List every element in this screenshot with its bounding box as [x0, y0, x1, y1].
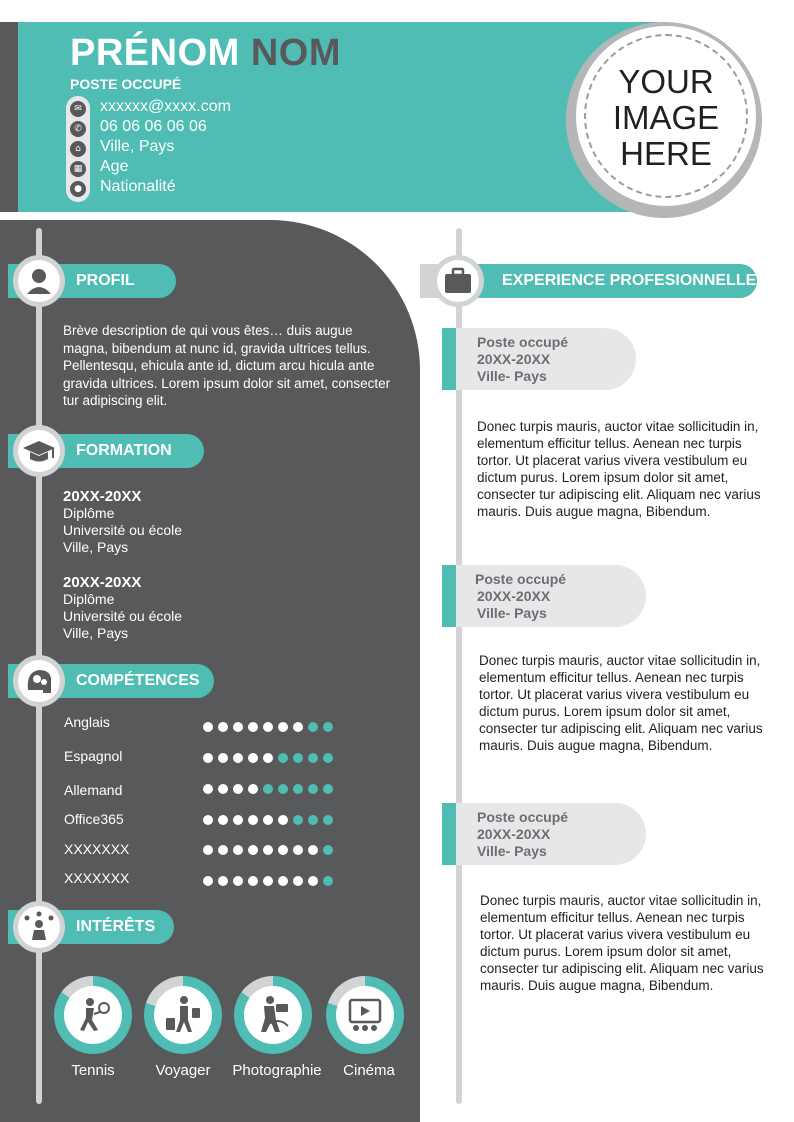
skill-level: [203, 722, 333, 732]
education-item-1: 20XX-20XX Diplôme Université ou école Ville, Pays: [63, 488, 183, 555]
skill-dot: [263, 753, 273, 763]
skill-dot: [308, 722, 318, 732]
calendar-icon: ▦: [70, 161, 86, 177]
job-description: Donec turpis mauris, auctor vitae sollicitudin in, elementum efficitur tellus. Aenean nec turpis tortor. Ut placerat varius vivera vestibulum eu dictum purus. Lorem ipsum dolor sit amet, consecter tur adipiscing elit. Aliquam nec varius mauris. Duis augue magna, Bibendum.: [479, 653, 763, 753]
skill-dot: [308, 815, 318, 825]
interest-label-voyager: Voyager: [155, 1062, 211, 1079]
skill-level: [203, 784, 333, 794]
full-name: [70, 32, 341, 75]
skill-dot: [203, 784, 213, 794]
skill-dot: [278, 815, 288, 825]
juggling-person-icon: [18, 906, 60, 948]
skill-dot: [263, 845, 273, 855]
section-profil-title: PROFIL: [40, 264, 176, 298]
interest-label-photographie: Photographie: [232, 1062, 322, 1079]
skill-dot: [218, 784, 228, 794]
briefcase-icon: [437, 260, 479, 302]
skill-level: [203, 815, 333, 825]
travel-icon: [154, 986, 212, 1044]
skill-level: [203, 845, 333, 855]
job-date: 20XX-20XX: [477, 588, 551, 604]
skill-dot: [263, 722, 273, 732]
skill-dot: [233, 753, 243, 763]
job-position: Poste occupé: [477, 334, 569, 350]
section-interets-title: INTÉRÊTS: [40, 910, 174, 944]
skill-dot: [248, 753, 258, 763]
skill-name: Espagnol: [64, 748, 123, 764]
skill-dot: [218, 815, 228, 825]
job-date: 20XX-20XX: [477, 351, 551, 367]
skill-dot: [323, 784, 333, 794]
skill-dot: [278, 845, 288, 855]
skill-dot: [233, 722, 243, 732]
mail-icon: ✉: [70, 101, 86, 117]
skill-dot: [308, 876, 318, 886]
tennis-icon: [64, 986, 122, 1044]
camera-icon: [244, 986, 302, 1044]
job-position: Poste occupé: [475, 571, 567, 587]
skill-dot: [263, 784, 273, 794]
brain-gears-icon: [18, 660, 60, 702]
contact-age: Age: [100, 158, 129, 175]
skill-dot: [203, 876, 213, 886]
skill-dot: [233, 876, 243, 886]
cinema-icon: [336, 986, 394, 1044]
skill-dot: [293, 815, 303, 825]
skill-dot: [308, 784, 318, 794]
first-name: PRÉNOM: [70, 32, 240, 74]
profile-icon: [18, 260, 60, 302]
skill-level: [203, 876, 333, 886]
skill-dot: [323, 815, 333, 825]
job-place: Ville- Pays: [477, 843, 547, 859]
skill-dot: [218, 753, 228, 763]
skill-dot: [323, 753, 333, 763]
job-date: 20XX-20XX: [477, 826, 551, 842]
person-icon: ●: [70, 181, 86, 197]
skill-dot: [218, 722, 228, 732]
interest-label-tennis: Tennis: [71, 1062, 115, 1079]
skill-dot: [308, 845, 318, 855]
interest-label-cinema: Cinéma: [343, 1062, 395, 1079]
skill-dot: [248, 784, 258, 794]
contact-phone: 06 06 06 06 06: [100, 118, 207, 135]
profile-description: Brève description de qui vous êtes… duis augue magna, bibendum at nunc id, gravida ultrices tellus. Pellentesqu, ehicula ante id, dictum arcu hicula ante gravida ultrices. Lorem ipsum dolor sit amet, consecter tur adipiscing elit.: [63, 323, 391, 408]
graduation-cap-icon: [18, 430, 60, 472]
skill-dot: [233, 784, 243, 794]
skill-dot: [278, 722, 288, 732]
skill-name: Office365: [64, 811, 124, 827]
phone-icon: ✆: [70, 121, 86, 137]
skill-name: XXXXXXX: [64, 870, 130, 886]
skill-dot: [293, 753, 303, 763]
skill-dot: [203, 815, 213, 825]
skill-dot: [293, 784, 303, 794]
job-position: Poste occupé: [477, 809, 569, 825]
skill-level: [203, 753, 333, 763]
skill-dot: [278, 784, 288, 794]
section-formation-title: FORMATION: [40, 434, 204, 468]
skill-dot: [263, 876, 273, 886]
contact-email: xxxxxx@xxxx.com: [100, 98, 231, 115]
contact-city: Ville, Pays: [100, 138, 175, 155]
skill-name: Anglais: [64, 714, 110, 730]
skill-dot: [278, 876, 288, 886]
header-dark-strip: [0, 22, 18, 212]
skill-dot: [248, 815, 258, 825]
skill-dot: [233, 845, 243, 855]
skill-dot: [203, 753, 213, 763]
job-place: Ville- Pays: [477, 605, 547, 621]
skill-dot: [323, 722, 333, 732]
skill-dot: [293, 722, 303, 732]
skill-dot: [293, 876, 303, 886]
skill-dot: [278, 753, 288, 763]
job-place: Ville- Pays: [477, 368, 547, 384]
skill-dot: [293, 845, 303, 855]
section-experience-title: EXPERIENCE PROFESIONNELLE: [474, 264, 757, 298]
education-item-2: 20XX-20XX Diplôme Université ou école Ville, Pays: [63, 574, 183, 641]
photo-placeholder-text: YOUR IMAGE HERE: [612, 63, 720, 172]
job-description: Donec turpis mauris, auctor vitae sollicitudin in, elementum efficitur tellus. Aenean nec turpis tortor. Ut placerat varius vivera vestibulum eu dictum purus. Lorem ipsum dolor sit amet, consecter tur adipiscing elit. Aliquam nec varius mauris. Duis augue magna, Bibendum.: [480, 893, 764, 993]
skill-dot: [248, 876, 258, 886]
home-icon: ⌂: [70, 141, 86, 157]
skill-dot: [233, 815, 243, 825]
skill-name: XXXXXXX: [64, 841, 130, 857]
section-competences-title: COMPÉTENCES: [40, 664, 214, 698]
job-description: Donec turpis mauris, auctor vitae sollicitudin in, elementum efficitur tellus. Aenean nec turpis tortor. Ut placerat varius vivera vestibulum eu dictum purus. Lorem ipsum dolor sit amet, consecter tur adipiscing elit. Aliquam nec varius mauris. Duis augue magna, Bibendum.: [477, 419, 761, 519]
skill-dot: [203, 722, 213, 732]
skill-dot: [263, 815, 273, 825]
last-name: NOM: [250, 32, 342, 74]
skill-dot: [248, 722, 258, 732]
skill-dot: [323, 876, 333, 886]
skill-dot: [323, 845, 333, 855]
contact-nationality: Nationalité: [100, 178, 176, 195]
skill-dot: [218, 845, 228, 855]
skill-name: Allemand: [64, 782, 123, 798]
job-title: POSTE OCCUPÉ: [70, 76, 182, 92]
skill-dot: [218, 876, 228, 886]
skill-dot: [248, 845, 258, 855]
skill-dot: [203, 845, 213, 855]
skill-dot: [308, 753, 318, 763]
